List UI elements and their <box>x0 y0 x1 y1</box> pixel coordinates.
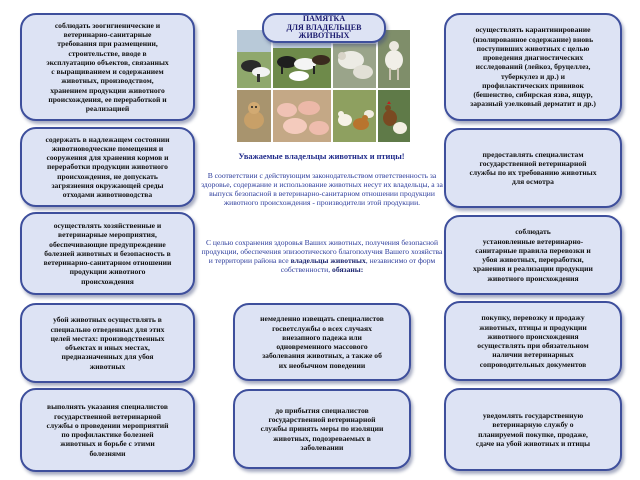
duty-text: соблюдать установленные ветеринарно- санитарные правила перевозки и убоя животных, переработки, хранения и реализации продукции животного происхождения <box>473 227 593 283</box>
duty-text: немедленно извещать специалистов госветслужбы о всех случаях внезапного падежа или одновременного массового заболевания животных, а также об их необычном поведении <box>260 314 384 370</box>
duty-box-report-deaths <box>233 303 411 381</box>
obligations-paragraph: С целью сохранения здоровья Ваших животных, получения безопасной продукции, обеспечения эпизоотического благополучия Вашего хозяйства и территории района все владельцы животных, независимо от форм собственности, обязаны: <box>201 238 443 275</box>
duty-box-premises <box>20 127 195 207</box>
page-title: ПАМЯТКА ДЛЯ ВЛАДЕЛЬЦЕВ ЖИВОТНЫХ <box>262 13 386 43</box>
duty-box-vet-measures <box>20 212 195 295</box>
duty-box-inspection <box>444 128 622 208</box>
duty-text: осуществлять карантинирование (изолированное содержание) вновь поступивших животных с целью проведения диагностических исследований (лейкоз, бруцеллез, туберкулез и др.) и профилактических прививок (бешенство, сибирская язва, ящур, заразный узелковый дерматит и др.) <box>470 25 596 109</box>
duty-text: убой животных осуществлять в специально отведенных для этих целей местах: производственных объектах и иных местах, предназначенных для убоя животных <box>50 315 165 371</box>
duty-text: соблюдать зоогигиенические и ветеринарно-санитарные требования при размещении, строительстве, вводе в эксплуатацию объектов, связанных с выращиванием и содержанием животных, производством, хранением продукции животного происхождения, ее переработкой и реализацией <box>46 20 169 113</box>
duty-text: предоставлять специалистам государственной ветеринарной службы по их требованию животных для осмотра <box>469 149 597 187</box>
duty-text: уведомлять государственную ветеринарную службу о планируемой покупке, продаже, сдаче на убой животных и птицы <box>475 411 591 448</box>
animal-photo-collage <box>237 30 408 144</box>
duty-text: осуществлять хозяйственные и ветеринарные мероприятия, обеспечивающие предупреждение болезней животных и безопасность в ветеринарно-санитарном отношении продукции животного происхождения <box>43 221 172 286</box>
duty-box-notify <box>444 388 622 471</box>
dog-photo <box>237 90 271 142</box>
duty-text: до прибытия специалистов государственной ветеринарной службы принять меры по изоляции животных, подозреваемых в заболевании <box>260 405 384 452</box>
duty-text: покупку, перевозку и продажу животных, птицы и продукции животного происхождения осуществлять при обязательном наличии ветеринарных сопроводительных документов <box>477 313 589 369</box>
intro-paragraph: В соответствии с действующим законодательством ответственность за здоровье, содержание и использование животных несут их владельцы, а за выпуск безопасной в ветеринарно-санитарном отношении продукции животного происхождения - производители этой продукции. <box>201 171 443 208</box>
duty-text: выполнять указания специалистов государственной ветеринарной службы о проведении мероприятий по профилактике болезней животных и борьбе с этими болезнями <box>46 402 169 458</box>
pigs-photo <box>273 90 331 142</box>
duty-box-follow-instructions <box>20 388 195 472</box>
poultry-photo <box>333 90 376 142</box>
greeting-heading: Уважаемые владельцы животных и птицы! <box>238 152 405 161</box>
duty-box-documents <box>444 301 622 381</box>
duty-box-transport-rules <box>444 215 622 295</box>
duty-box-quarantine <box>444 13 622 121</box>
duty-box-zoohygiene <box>20 13 195 121</box>
goat-photo <box>378 30 410 88</box>
duty-box-isolate <box>233 389 411 469</box>
duty-box-slaughter <box>20 303 195 383</box>
duty-text: содержать в надлежащем состоянии животноводческие помещения и сооружения для хранения кормов и переработки продукции животного происхождения, не допускать загрязнения окружающей среды отходами животноводства <box>45 134 170 200</box>
chickens-photo <box>378 90 410 142</box>
